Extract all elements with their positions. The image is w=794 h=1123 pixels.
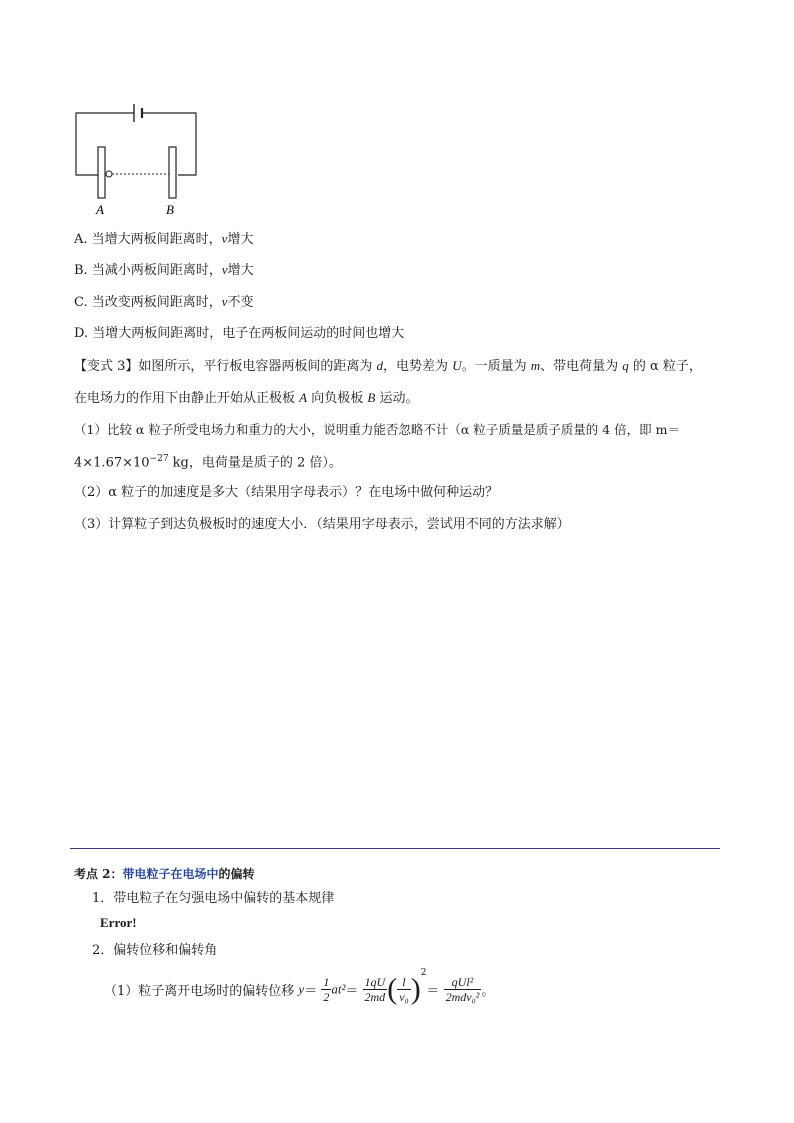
option-b-var: v: [221, 262, 228, 277]
mass-suffix: kg，电荷量是质子的 2 倍）。: [168, 455, 342, 471]
section-item-2: 2．偏转位移和偏转角: [92, 943, 218, 958]
section-title: 带电粒子在电场中: [122, 867, 219, 881]
option-b-text: B. 当减小两板间距离时，: [74, 263, 222, 278]
deflection-formula: [104, 968, 494, 1018]
fraction-qu-den: 2md: [364, 990, 386, 1004]
var-u: U: [452, 358, 462, 373]
fraction-half: [321, 975, 331, 1004]
question-1-line-1: （1）比较 α 粒子所受电场力和重力的大小，说明重力能否忽略不计（α 粒子质量是质子质量的 4 倍，即 m＝: [74, 422, 680, 437]
variant-line-1: [74, 357, 702, 376]
var-d: d: [376, 358, 384, 373]
var-m: m: [530, 358, 541, 373]
variant-text-1b: ，电势差为: [383, 359, 453, 374]
option-a-var: v: [221, 231, 228, 246]
section-heading: [74, 865, 255, 882]
formula-eq-3: ＝: [426, 984, 440, 999]
section-suffix: 的偏转: [218, 867, 255, 881]
section-prefix: 考点 2：: [74, 867, 123, 881]
option-c: [74, 293, 254, 312]
question-3: （3）计算粒子到达负极板时的速度大小．（结果用字母表示，尝试用不同的方法求解）: [74, 517, 570, 532]
square-exponent: 2: [420, 968, 427, 978]
electron-dot: [106, 171, 112, 177]
fraction-half-num: 1: [323, 975, 330, 989]
variant-text-1d: 、带电荷量为: [540, 359, 623, 374]
section-divider: [70, 848, 720, 849]
plate-a: [98, 147, 105, 198]
variant-text-1a: 【变式 3】如图所示，平行板电容器两板间的距离为: [74, 359, 377, 374]
var-plate-a: A: [299, 390, 308, 405]
variant-text-2a: 在电场力的作用下由静止开始从正极板: [74, 391, 300, 406]
formula-eq-1: ＝: [304, 984, 318, 999]
fraction-result: [444, 975, 482, 1004]
option-c-var: v: [221, 294, 228, 309]
right-paren: ): [410, 972, 421, 1006]
circuit-svg: [70, 95, 210, 220]
formula-end: 。: [481, 984, 495, 999]
label-a: A: [96, 202, 104, 217]
var-q: q: [622, 358, 629, 373]
formula-lead: （1）粒子离开电场时的偏转位移: [104, 984, 299, 999]
option-a-suffix: 增大: [227, 232, 254, 247]
label-b: B: [166, 202, 174, 217]
formula-eq-2: ＝: [345, 984, 359, 999]
variant-text-2c: 运动。: [375, 391, 419, 406]
variant-text-1e: 的 α 粒子，: [628, 359, 702, 374]
fraction-l-v0: [397, 975, 411, 1004]
section-item-1: 1．带电粒子在匀强电场中偏转的基本规律: [92, 891, 335, 906]
option-a: [74, 230, 253, 249]
variant-text-1c: 。一质量为: [461, 359, 531, 374]
fraction-result-den: 2mdv₀²: [445, 990, 480, 1004]
mass-value: 4×1.67×10: [74, 455, 150, 471]
option-c-text: C. 当改变两板间距离时，: [74, 295, 222, 310]
fraction-qu-num: 1qU: [364, 975, 386, 989]
var-plate-b: B: [367, 390, 376, 405]
error-field: Error!: [100, 915, 137, 930]
fraction-l-num: l: [397, 975, 411, 990]
option-d-text: D. 当增大两板间距离时，电子在两板间运动的时间也增大: [74, 326, 405, 341]
plate-b: [169, 147, 176, 198]
fraction-qu: [363, 975, 388, 1004]
option-b-suffix: 增大: [227, 263, 254, 278]
question-2: （2）α 粒子的加速度是多大（结果用字母表示）？在电场中做何种运动？: [74, 485, 499, 500]
formula-y: y: [298, 981, 305, 997]
option-d: [74, 325, 404, 343]
question-1-line-2: [74, 450, 342, 472]
formula-at2: at²: [331, 981, 346, 997]
variant-text-2b: 向负极板: [307, 391, 368, 406]
option-c-suffix: 不变: [227, 295, 254, 310]
mass-exponent: −27: [149, 454, 169, 464]
variant-line-2: [74, 389, 418, 408]
option-a-text: A. 当增大两板间距离时，: [74, 232, 222, 247]
fraction-half-den: 2: [323, 990, 330, 1004]
fraction-v0-den: v₀: [399, 990, 409, 1004]
capacitor-circuit-diagram: [70, 95, 210, 220]
option-b: [74, 261, 254, 280]
left-paren: (: [387, 972, 398, 1006]
fraction-result-num: qUl²: [444, 975, 482, 990]
